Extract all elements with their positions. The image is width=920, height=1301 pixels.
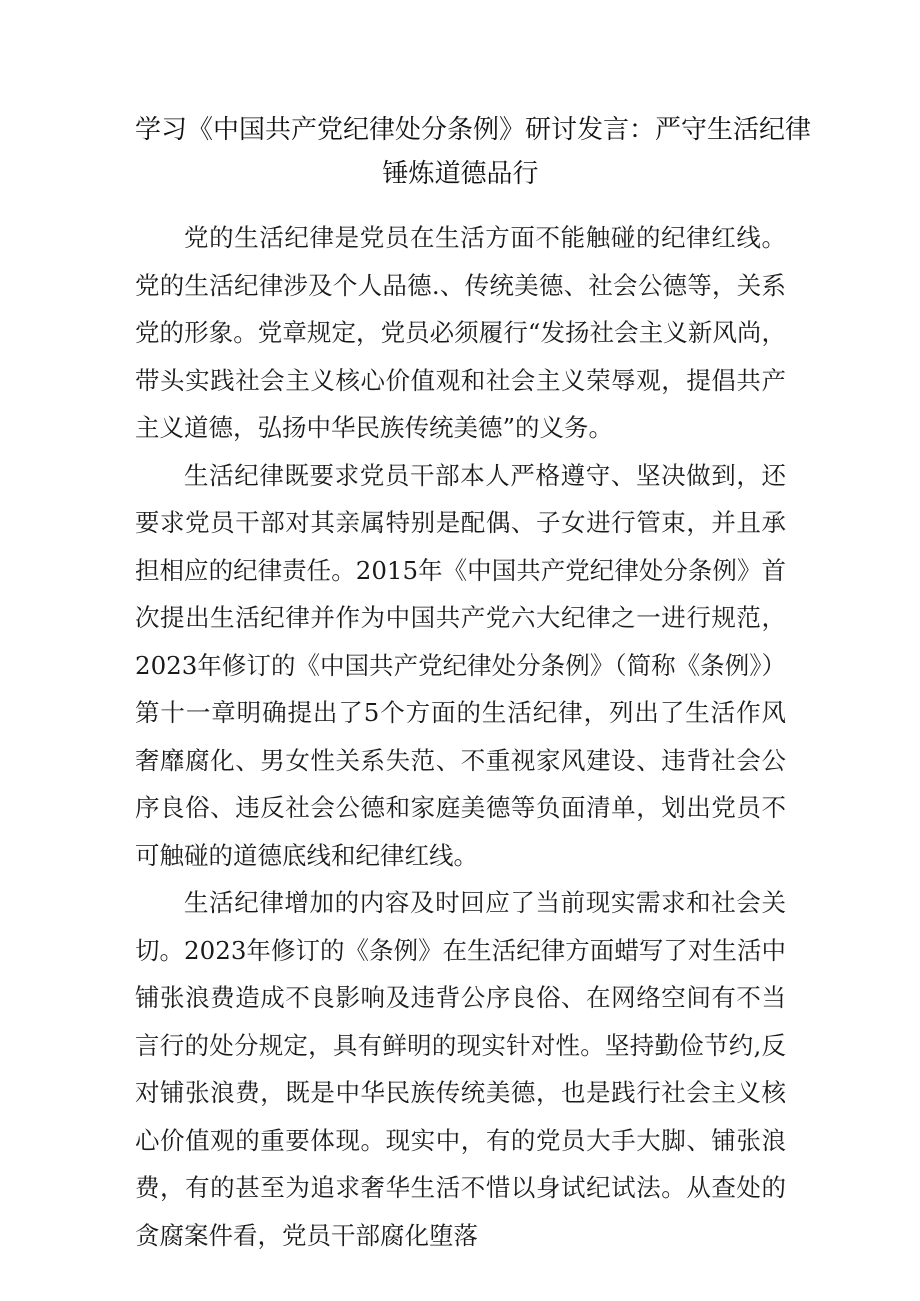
title-line-2: 锤炼道德品行: [382, 159, 539, 189]
paragraph-2: 生活纪律既要求党员干部本人严格遵守、坚决做到，还要求党员干部对其亲属特别是配偶、子女进行管束，并且承担相应的纪律责任。2015年《中国共产党纪律处分条例》首次提出生活纪律并作为中国共产党六大纪律之一进行规范，2023年修订的《中国共产党纪律处分条例》（简称《条例》）第十一章明确提出了5个方面的生活纪律，列出了生活作风奢靡腐化、男女性关系失范、不重视家风建设、违背社会公序良俗、违反社会公德和家庭美德等负面清单，划出党员不可触碰的道德底线和纪律红线。: [135, 460, 786, 870]
document-body: [135, 214, 786, 1259]
paragraph-1: 党的生活纪律是党员在生活方面不能触碰的纪律红线。党的生活纪律涉及个人品德.、传统美德、社会公德等，关系党的形象。党章规定，党员必须履行“发扬社会主义新风尚，带头实践社会主义核心价值观和社会主义荣辱观，提倡共产主义道德，弘扬中华民族传统美德”的义务。: [135, 223, 786, 442]
paragraph-3: 生活纪律增加的内容及时回应了当前现实需求和社会关切。2023年修订的《条例》在生活纪律方面蜡写了对生活中铺张浪费造成不良影响及违背公序良俗、在网络空间有不当言行的处分规定，具有鲜明的现实针对性。坚持勤俭节约,反对铺张浪费，既是中华民族传统美德，也是践行社会主义核心价值观的重要体现。现实中，有的党员大手大脚、铺张浪费，有的甚至为追求奢华生活不惜以身试纪试法。从查处的贪腐案件看，党员干部腐化堕落: [135, 888, 786, 1250]
title-line-1: 学习《中国共产党纪律处分条例》研讨发言：严守生活纪律: [135, 115, 812, 145]
document-title: [135, 108, 812, 196]
